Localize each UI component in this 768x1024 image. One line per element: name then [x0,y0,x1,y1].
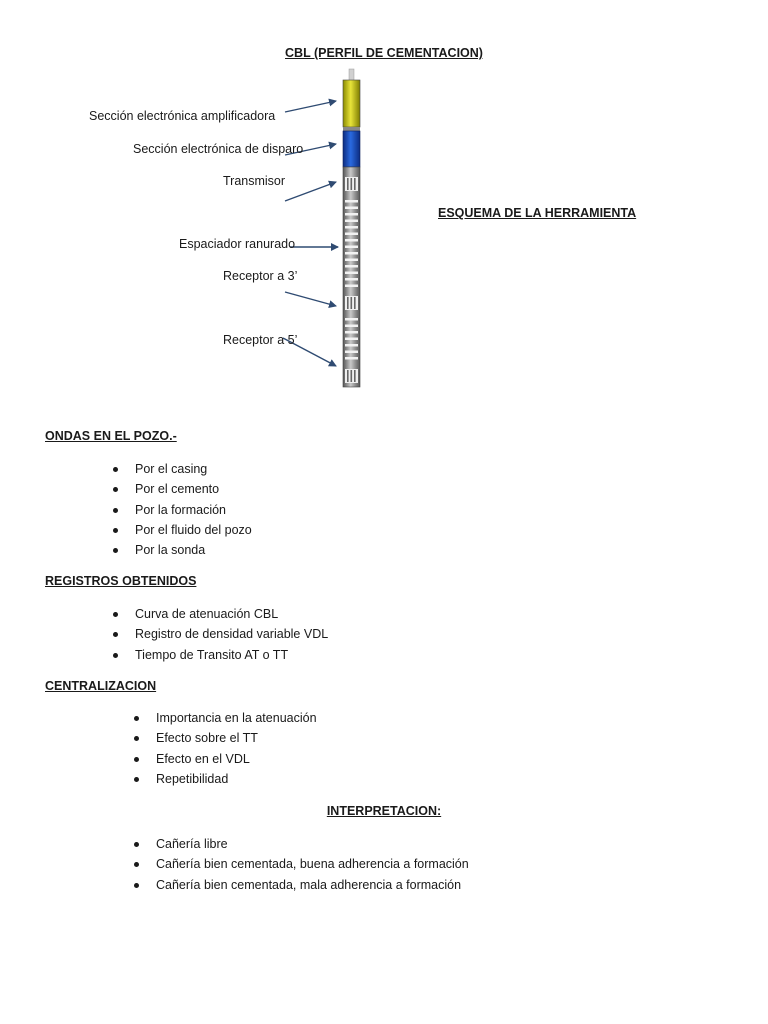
section-heading-interpretation: INTERPRETACION: [326,804,442,818]
spacer-slot [345,272,358,275]
spacer-slot [345,220,358,223]
arrow-amplifier [285,101,336,112]
list-item: Registro de densidad variable VDL [113,624,328,644]
transmitter-window-bar [347,178,349,190]
list-item: Por la formación [113,500,252,520]
spacer-slot [345,331,358,334]
arrow-transmitter [285,182,336,201]
list-item: Curva de atenuación CBL [113,604,328,624]
spacer-slot [345,325,358,328]
label-receiver-3ft: Receptor a 3’ [223,269,298,283]
receiver-3ft-window-bar [354,297,356,309]
spacer-slot [345,357,358,360]
label-amplifier-section: Sección electrónica amplificadora [89,109,276,123]
spacer-slot [345,278,358,281]
tool-body-detail [345,177,358,383]
label-transmitter: Transmisor [223,174,286,188]
list-item: Tiempo de Transito AT o TT [113,645,328,665]
centralization-list [134,708,317,789]
diagram-heading: ESQUEMA DE LA HERRAMIENTA [438,206,637,220]
list-item: Cañería bien cementada, buena adherencia a formación [134,854,469,874]
list-item: Repetibilidad [134,769,317,789]
list-item: Cañería bien cementada, mala adherencia a formación [134,875,469,895]
spacer-slot [345,338,358,341]
spacer-slot [345,252,358,255]
section-heading-centralization: CENTRALIZACION [45,679,157,693]
spacer-slot [345,239,358,242]
list-item: Importancia en la atenuación [134,708,317,728]
spacer-slot [345,207,358,210]
tool-tip [349,69,354,81]
tool-diagram [0,0,768,400]
list-item: Efecto en el VDL [134,749,317,769]
receiver-5ft-window-bar [354,370,356,382]
spacer-slot [345,351,358,354]
spacer-slot [345,226,358,229]
list-item: Por el casing [113,459,252,479]
list-item: Cañería libre [134,834,469,854]
section-joint [343,127,360,131]
receiver-3ft-window-bar [351,297,353,309]
page-title: CBL (PERFIL DE CEMENTACION) [285,46,483,60]
spacer-slot [345,233,358,236]
spacer-slot [345,213,358,216]
interpretation-list [134,834,469,895]
spacer-slot [345,200,358,203]
spacer-slot [345,259,358,262]
list-item: Por el cemento [113,479,252,499]
spacer-slot [345,246,358,249]
list-item: Por la sonda [113,540,252,560]
spacer-slot [345,318,358,321]
transmitter-window-bar [351,178,353,190]
spacer-slot [345,265,358,268]
arrow-receiver-3 [285,292,336,306]
label-receiver-5ft: Receptor a 5’ [223,333,298,347]
receiver-3ft-window-bar [347,297,349,309]
spacer-slot [345,285,358,288]
label-slotted-spacer: Espaciador ranurado [179,237,296,251]
trigger-section [343,131,360,167]
logs-list [113,604,328,665]
waves-list [113,459,252,560]
spacer-slot [345,344,358,347]
list-item: Efecto sobre el TT [134,728,317,748]
transmitter-window-bar [354,178,356,190]
amplifier-section [343,80,360,127]
label-trigger-section: Sección electrónica de disparo [133,142,304,156]
receiver-5ft-window-bar [351,370,353,382]
section-heading-logs: REGISTROS OBTENIDOS [45,574,197,588]
receiver-5ft-window-bar [347,370,349,382]
section-heading-waves: ONDAS EN EL POZO.- [45,429,177,443]
list-item: Por el fluido del pozo [113,520,252,540]
